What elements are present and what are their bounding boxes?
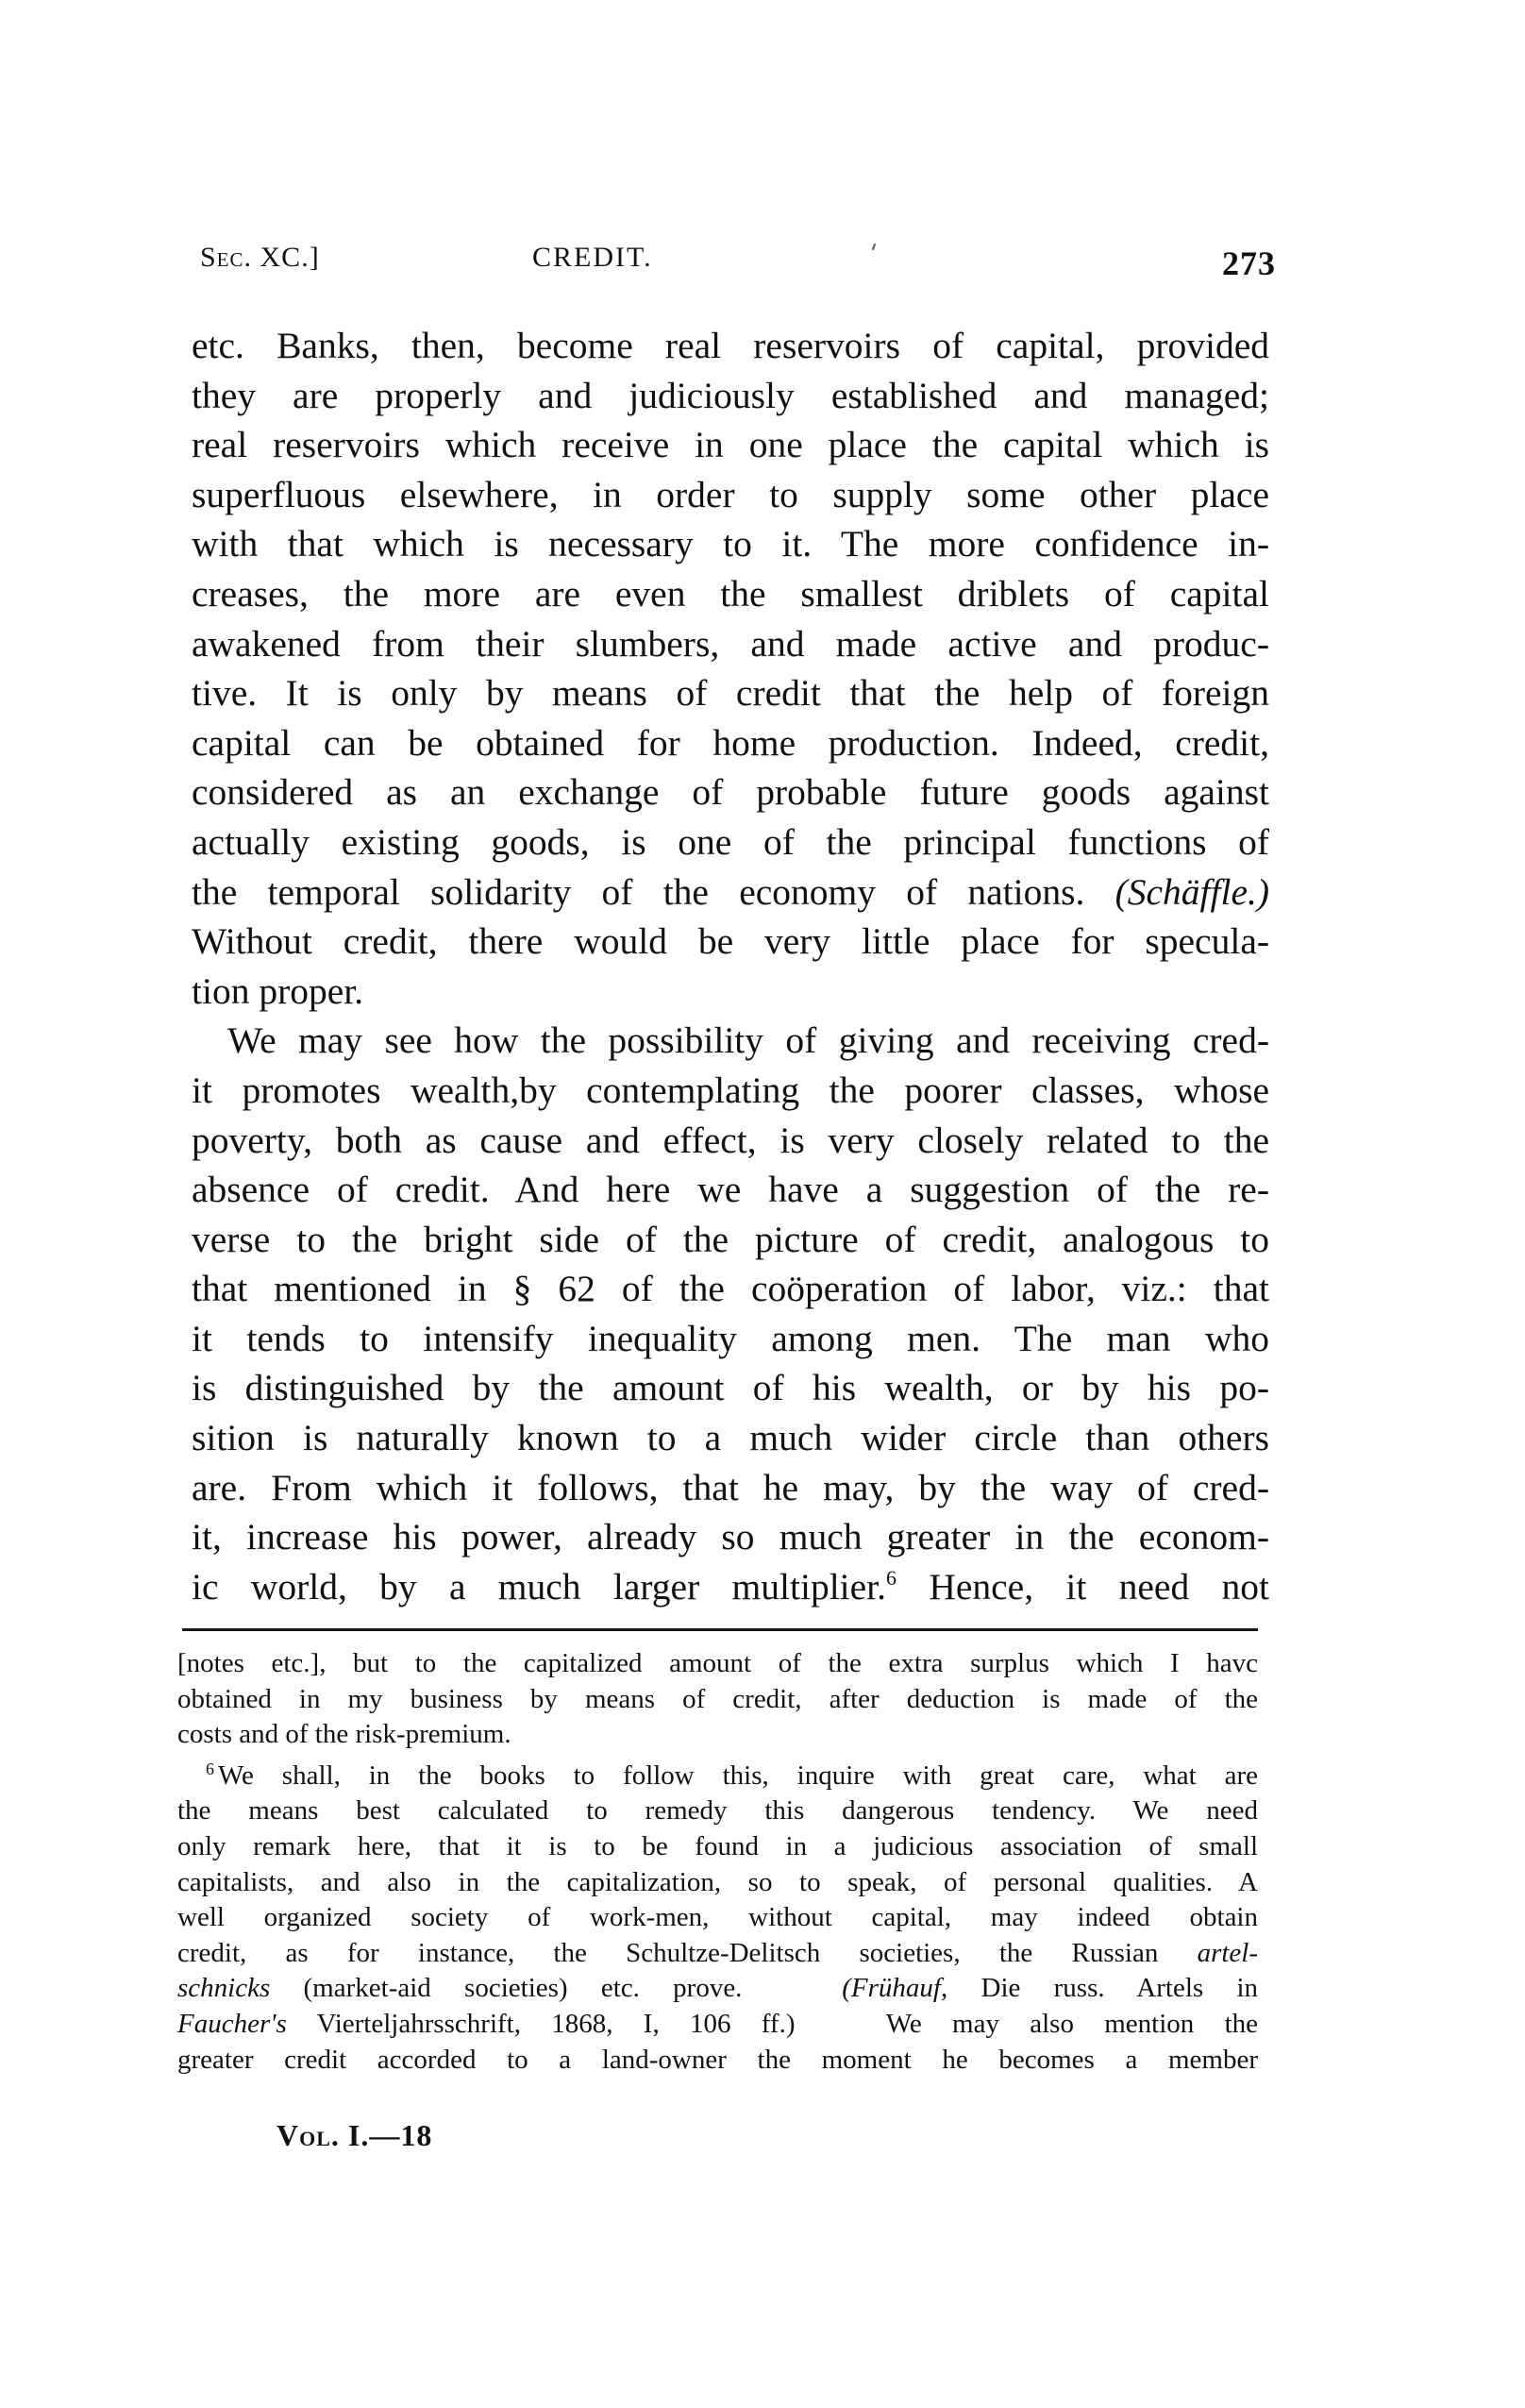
text-line: is distinguished by the amount of his wealth, or by his po- bbox=[192, 1367, 1269, 1409]
text-segment: Hence, it need not bbox=[929, 1565, 1270, 1608]
signature-mark: Vol. I.—18 bbox=[277, 2118, 433, 2152]
text-line: it tends to intensify inequality among men. The man who bbox=[192, 1317, 1269, 1359]
text-line: it, increase his power, already so much greater in the econom- bbox=[192, 1516, 1269, 1558]
footnote-line bbox=[177, 1759, 1258, 1794]
footnote-divider bbox=[182, 1628, 1258, 1631]
footnote-marker-6: 6 bbox=[206, 1759, 214, 1778]
footnote-line: only remark here, that it is to be found in a judicious association of small bbox=[177, 1830, 1258, 1861]
text-line: etc. Banks, then, become real reservoirs of capital, provided bbox=[192, 325, 1269, 366]
text-line: actually existing goods, is one of the principal functions of bbox=[192, 820, 1269, 863]
footnote-ref-6[interactable]: 6 bbox=[886, 1565, 897, 1590]
text-line-with-citation bbox=[192, 867, 1269, 918]
footnote-6 bbox=[177, 1759, 1258, 2078]
text-line: it promotes wealth,by contemplating the poorer classes, whose bbox=[192, 1069, 1269, 1111]
section-label: Sec. XC.] bbox=[200, 242, 320, 273]
footnote-line: costs and of the risk-premium. bbox=[177, 1719, 511, 1750]
text-segment: ic world, by a much larger multiplier. bbox=[192, 1565, 887, 1608]
text-line-with-footnote-ref bbox=[192, 1562, 1269, 1612]
text-line: considered as an exchange of probable future goods against bbox=[192, 771, 1269, 814]
footnote-line bbox=[177, 2007, 1258, 2043]
text-line: absence of credit. And here we have a suggestion of the re- bbox=[192, 1169, 1269, 1211]
footnote-line: greater credit accorded to a land-owner the moment he becomes a member bbox=[177, 2044, 1258, 2075]
running-head bbox=[196, 236, 1276, 282]
chapter-title: CREDIT. bbox=[532, 242, 653, 273]
text-line: capital can be obtained for home production. Indeed, credit, bbox=[192, 721, 1269, 764]
citation-fruhauf: (Frühauf bbox=[842, 1973, 941, 2004]
text-line: sition is naturally known to a much wider circle than others bbox=[192, 1417, 1269, 1459]
text-line: creases, the more are even the smallest driblets of capital bbox=[192, 572, 1269, 615]
text-line: We may see how the possibility of giving and receiving cred- bbox=[227, 1019, 1269, 1062]
text-line: superfluous elsewhere, in order to supply some other place bbox=[192, 473, 1269, 515]
italic-term-artel: artel- bbox=[1197, 1937, 1258, 1968]
text-line: verse to the bright side of the picture of credit, analogous to bbox=[192, 1218, 1269, 1260]
text-line: that mentioned in § 62 of the coöperation of labor, viz.: that bbox=[192, 1268, 1269, 1310]
footnotes bbox=[177, 1646, 1258, 2078]
text-line: Without credit, there would be very little place for specula- bbox=[192, 920, 1269, 963]
citation-faucher: Faucher's bbox=[177, 2008, 287, 2039]
text-line: they are properly and judiciously established and managed; bbox=[192, 374, 1269, 416]
text-line: awakened from their slumbers, and made active and produc- bbox=[192, 622, 1269, 665]
text-segment: , Die russ. Artels in bbox=[940, 1973, 1258, 2004]
body-text bbox=[192, 321, 1269, 1611]
text-line: tion proper. bbox=[192, 969, 364, 1012]
footnote-line bbox=[177, 1936, 1258, 1972]
text-line: tive. It is only by means of credit that the help of foreign bbox=[192, 672, 1269, 715]
footnote-line: capitalists, and also in the capitalization, so to speak, of personal qualities. A bbox=[177, 1866, 1258, 1897]
paragraph-1 bbox=[192, 321, 1269, 1016]
text-line: with that which is necessary to it. The more confidence in- bbox=[192, 523, 1269, 565]
footnote-line: well organized society of work-men, without capital, may indeed obtain bbox=[177, 1902, 1258, 1933]
text-segment: the temporal solidarity of the economy of nations. bbox=[192, 870, 1085, 913]
footnote-line: [notes etc.], but to the capitalized amount of the extra surplus which I havc bbox=[177, 1648, 1258, 1678]
page-number: 273 bbox=[1222, 244, 1276, 282]
text-segment: We shall, in the books to follow this, inquire with great care, what are bbox=[218, 1760, 1258, 1791]
footnote-line: the means best calculated to remedy this dangerous tendency. We need bbox=[177, 1795, 1258, 1827]
text-segment: credit, as for instance, the Schultze-Delitsch societies, the Russian bbox=[177, 1937, 1198, 1968]
text-line: real reservoirs which receive in one place the capital which is bbox=[192, 424, 1269, 466]
italic-term-schnicks: schnicks bbox=[177, 1973, 271, 2004]
text-line: poverty, both as cause and effect, is very closely related to the bbox=[192, 1119, 1269, 1161]
text-segment: Vierteljahrsschrift, 1868, I, 106 ff.) We may also mention the bbox=[286, 2008, 1258, 2039]
footnote-continued bbox=[177, 1646, 1258, 1753]
citation-schaffle: (Schäffle.) bbox=[1114, 870, 1270, 913]
text-segment: (market-aid societies) etc. prove. bbox=[270, 1973, 843, 2004]
footnote-line: obtained in my business by means of credit, after deduction is made of the bbox=[177, 1683, 1258, 1714]
footnote-line bbox=[177, 1971, 1258, 2007]
paragraph-2 bbox=[192, 1016, 1269, 1611]
text-line: are. From which it follows, that he may, by the way of cred- bbox=[192, 1466, 1269, 1508]
